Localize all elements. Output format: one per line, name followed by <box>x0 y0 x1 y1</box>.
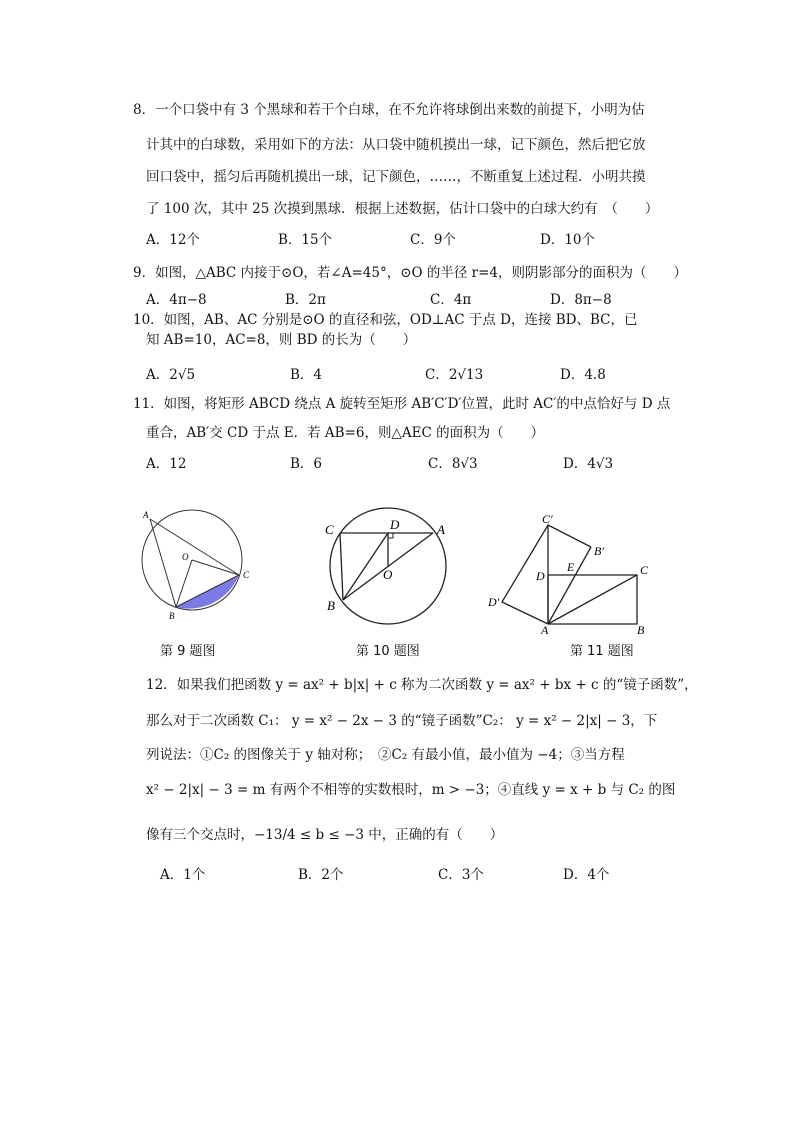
fig10-label-a: A <box>437 522 445 537</box>
q10-line-1: 10．如图，AB、AC 分别是⊙O 的直径和弦，OD⊥AC 于点 D，连接 BD、BC，已 <box>133 312 638 328</box>
q8-option-c: C．9个 <box>410 232 456 248</box>
q11-option-a: A．12 <box>146 456 187 472</box>
fig10-seg-bd <box>343 533 388 600</box>
fig10-label-b: B <box>327 598 335 613</box>
fig10-seg-cb <box>340 533 343 600</box>
figure-11 <box>480 505 655 635</box>
q8-line-1: 8．一个口袋中有 3 个黑球和若干个白球，在不允许将球倒出来数的前提下，小明为估 <box>133 102 645 118</box>
q10-option-a: A．2√5 <box>146 367 196 383</box>
q9-option-b: B．2π <box>285 292 326 308</box>
q9-option-c: C．4π <box>430 292 472 308</box>
fig11-label-c-prime: C′ <box>542 512 553 526</box>
q12-line-1: 12．如果我们把函数 y = ax² + b|x| + c 称为二次函数 y = ax² + bx + c 的“镜子函数”， <box>146 677 698 693</box>
fig9-caption: 第 9 题图 <box>160 644 216 659</box>
fig10-right-angle-mark <box>388 533 393 538</box>
fig9-label-c: C <box>243 570 250 580</box>
q10-line-2: 知 AB=10，AC=8，则 BD 的长为（ ） <box>146 332 417 348</box>
fig11-label-a: A <box>541 623 549 635</box>
q12-line-3: 列说法：①C₂ 的图像关于 y 轴对称； ②C₂ 有最小值，最小值为 −4；③当方程 <box>146 747 625 763</box>
fig9-seg-ac <box>150 519 239 575</box>
figure-9 <box>130 505 260 630</box>
fig11-label-b: B <box>637 623 645 635</box>
fig9-label-a: A <box>143 510 149 520</box>
q12-line-5: 像有三个交点时，−13/4 ≤ b ≤ −3 中，正确的有（ ） <box>146 827 504 843</box>
fig11-caption: 第 11 题图 <box>570 644 634 659</box>
q9-option-d: D．8π−8 <box>550 292 612 308</box>
fig9-label-b: B <box>169 611 175 621</box>
fig9-label-o: O <box>182 552 189 562</box>
q9-option-a: A．4π−8 <box>146 292 207 308</box>
fig11-label-d-prime: D′ <box>488 595 500 609</box>
q11-line-2: 重合，AB′交 CD 于点 E．若 AB=6，则△AEC 的面积为（ ） <box>146 425 545 441</box>
fig11-label-e: E <box>567 560 575 574</box>
q8-line-4: 了 100 次，其中 25 次摸到黑球．根据上述数据，估计口袋中的白球大约有 （ ） <box>146 201 659 217</box>
q12-option-b: B．2个 <box>298 867 344 883</box>
fig11-label-d: D <box>536 569 545 583</box>
figure-10 <box>318 505 458 630</box>
q12-line-4: x² − 2|x| − 3 = m 有两个不相等的实数根时，m > −3；④直线 y = x + b 与 C₂ 的图 <box>146 782 676 798</box>
q8-option-d: D．10个 <box>540 232 596 248</box>
q10-option-b: B．4 <box>290 367 323 383</box>
q12-option-a: A．1个 <box>160 867 206 883</box>
fig10-label-o: O <box>383 567 393 582</box>
fig10-label-d: D <box>390 517 400 532</box>
fig9-seg-ab <box>150 519 176 607</box>
q12-option-d: D．4个 <box>563 867 610 883</box>
q11-option-c: C．8√3 <box>428 456 478 472</box>
q11-option-b: B．6 <box>290 456 323 472</box>
q10-option-c: C．2√13 <box>425 367 484 383</box>
fig10-label-c: C <box>325 522 334 537</box>
q8-line-3: 回口袋中，摇匀后再随机摸出一球，记下颜色，……，不断重复上述过程．小明共摸 <box>146 169 646 185</box>
fig11-label-b-prime: B′ <box>594 544 604 558</box>
fig10-caption: 第 10 题图 <box>356 644 420 659</box>
q10-option-d: D．4.8 <box>560 367 606 383</box>
q12-option-c: C．3个 <box>438 867 484 883</box>
q8-option-b: B．15个 <box>278 232 333 248</box>
q8-option-a: A．12个 <box>146 232 200 248</box>
q11-option-d: D．4√3 <box>563 456 614 472</box>
fig9-seg-oc <box>192 560 239 575</box>
q8-line-2: 计其中的白球数，采用如下的方法：从口袋中随机摸出一球，记下颜色，然后把它放 <box>146 137 646 153</box>
q11-line-1: 11．如图，将矩形 ABCD 绕点 A 旋转至矩形 AB′C′D′位置，此时 AC′的中点恰好与 D 点 <box>133 396 671 412</box>
q9-line-1: 9．如图，△ABC 内接于⊙O，若∠A=45°，⊙O 的半径 r=4，则阴影部分的面积为（ ） <box>133 265 688 281</box>
q12-line-2: 那么对于二次函数 C₁： y = x² − 2x − 3 的“镜子函数”C₂： y = x² − 2|x| − 3，下 <box>146 713 658 729</box>
fig11-label-c: C <box>640 563 649 577</box>
